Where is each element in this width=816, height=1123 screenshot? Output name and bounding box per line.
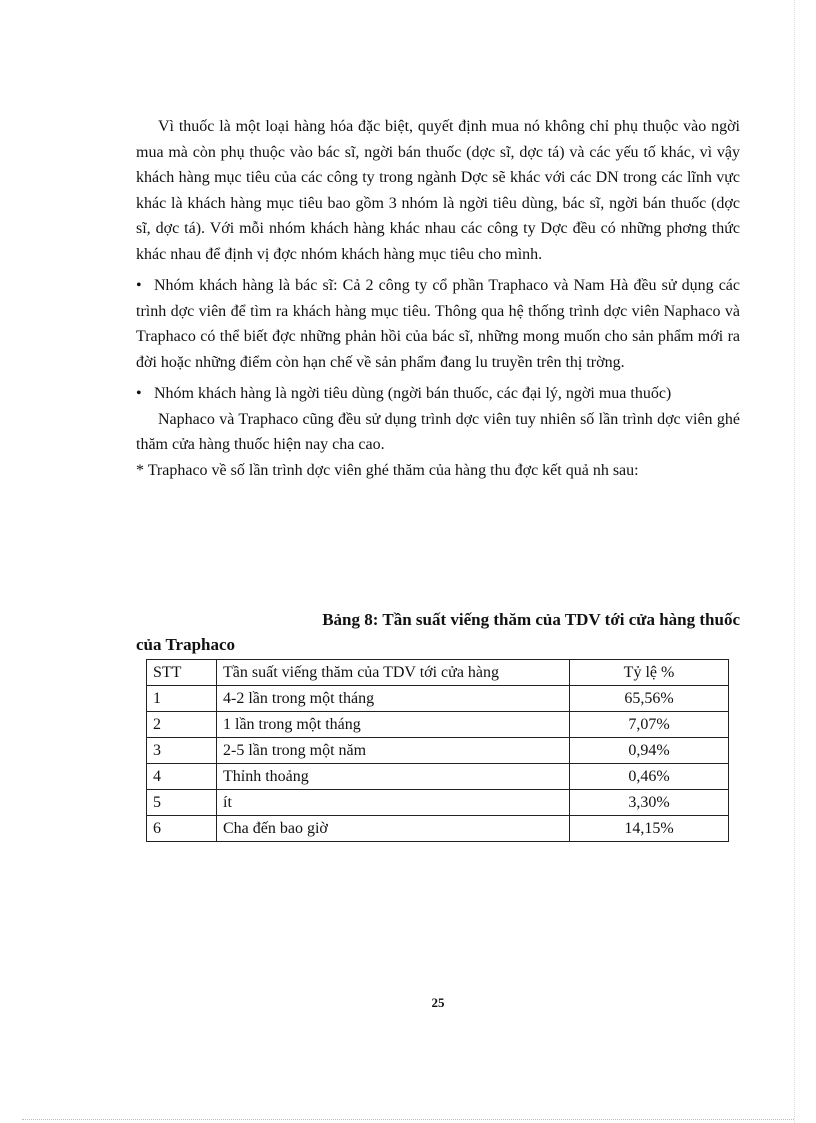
cell-stt: 3 [147, 738, 217, 764]
table-header-row [147, 660, 729, 686]
header-stt: STT [147, 660, 217, 686]
bullet-consumers [136, 381, 740, 407]
bullet-icon: • [136, 277, 142, 294]
table-row [147, 764, 729, 790]
visit-frequency-table [146, 659, 729, 842]
cell-stt: 2 [147, 712, 217, 738]
cell-frequency: Cha đến bao giờ [217, 816, 570, 842]
table-row [147, 712, 729, 738]
table-row [147, 686, 729, 712]
cell-percent: 0,46% [570, 764, 729, 790]
page-bottom-divider [22, 1119, 794, 1120]
cell-percent: 65,56% [570, 686, 729, 712]
traphaco-result-paragraph: * Traphaco về số lần trình dợc viên ghé thăm của hàng thu đợc kết quả nh sau: [136, 461, 639, 479]
table-row [147, 790, 729, 816]
table-row [147, 816, 729, 842]
cell-stt: 4 [147, 764, 217, 790]
cell-percent: 14,15% [570, 816, 729, 842]
cell-frequency: 1 lần trong một tháng [217, 712, 570, 738]
table-caption-line1: Bảng 8: Tần suất viếng thăm của TDV tới cửa hàng thuốc [322, 610, 740, 629]
intro-paragraph: Vì thuốc là một loại hàng hóa đặc biệt, quyết định mua nó không chỉ phụ thuộc vào ngời mua mà còn phụ thuộc vào bác sĩ, ngời bán thuốc (dợc sĩ, dợc tá) và các yếu tố khác, vì vậy khách hàng mục tiêu của các công ty trong ngành Dợc sẽ khác với các DN trong các lĩnh vực khác là khách hàng mục tiêu bao gồm 3 nhóm là ngời tiêu dùng, bác sĩ, ngời bán thuốc (dợc sĩ, dợc tá). Với mỗi nhóm khách hàng khác nhau các công ty Dợc đều có những phơng thức khác nhau để định vị đợc nhóm khách hàng mục tiêu cho mình. [136, 118, 740, 263]
visits-paragraph: Naphaco và Traphaco cũng đều sử dụng trình dợc viên tuy nhiên số lần trình dợc viên ghé thăm cửa hàng thuốc hiện nay cha cao. [136, 410, 740, 453]
table-row [147, 738, 729, 764]
cell-frequency: Thỉnh thoảng [217, 764, 570, 790]
cell-percent: 7,07% [570, 712, 729, 738]
table-caption [136, 607, 740, 657]
cell-percent: 3,30% [570, 790, 729, 816]
page-right-divider [794, 0, 795, 1123]
bullet-doctors [136, 273, 740, 375]
cell-stt: 6 [147, 816, 217, 842]
bullet-consumers-text: Nhóm khách hàng là ngời tiêu dùng (ngời bán thuốc, các đại lý, ngời mua thuốc) [154, 385, 672, 402]
cell-frequency: ít [217, 790, 570, 816]
page-number: 25 [431, 995, 445, 1010]
cell-stt: 1 [147, 686, 217, 712]
table-caption-line2: của Traphaco [136, 635, 236, 654]
cell-frequency: 4-2 lần trong một tháng [217, 686, 570, 712]
body-text [136, 114, 740, 483]
bullet-icon: • [136, 385, 142, 402]
cell-frequency: 2-5 lần trong một năm [217, 738, 570, 764]
bullet-doctors-text: Nhóm khách hàng là bác sĩ: Cả 2 công ty cổ phần Traphaco và Nam Hà đều sử dụng các trình dợc viên để tìm ra khách hàng mục tiêu. Thông qua hệ thống trình dợc viên Naphaco và Traphaco có thể biết đợc những phản hồi của bác sĩ, những mong muốn cho sản phẩm mới ra đời hoặc những điểm còn hạn chế về sản phẩm đang lu truyền trên thị trờng. [136, 277, 740, 371]
header-frequency: Tần suất viếng thăm của TDV tới cửa hàng [217, 660, 570, 686]
cell-stt: 5 [147, 790, 217, 816]
cell-percent: 0,94% [570, 738, 729, 764]
header-percent: Tỷ lệ % [570, 660, 729, 686]
